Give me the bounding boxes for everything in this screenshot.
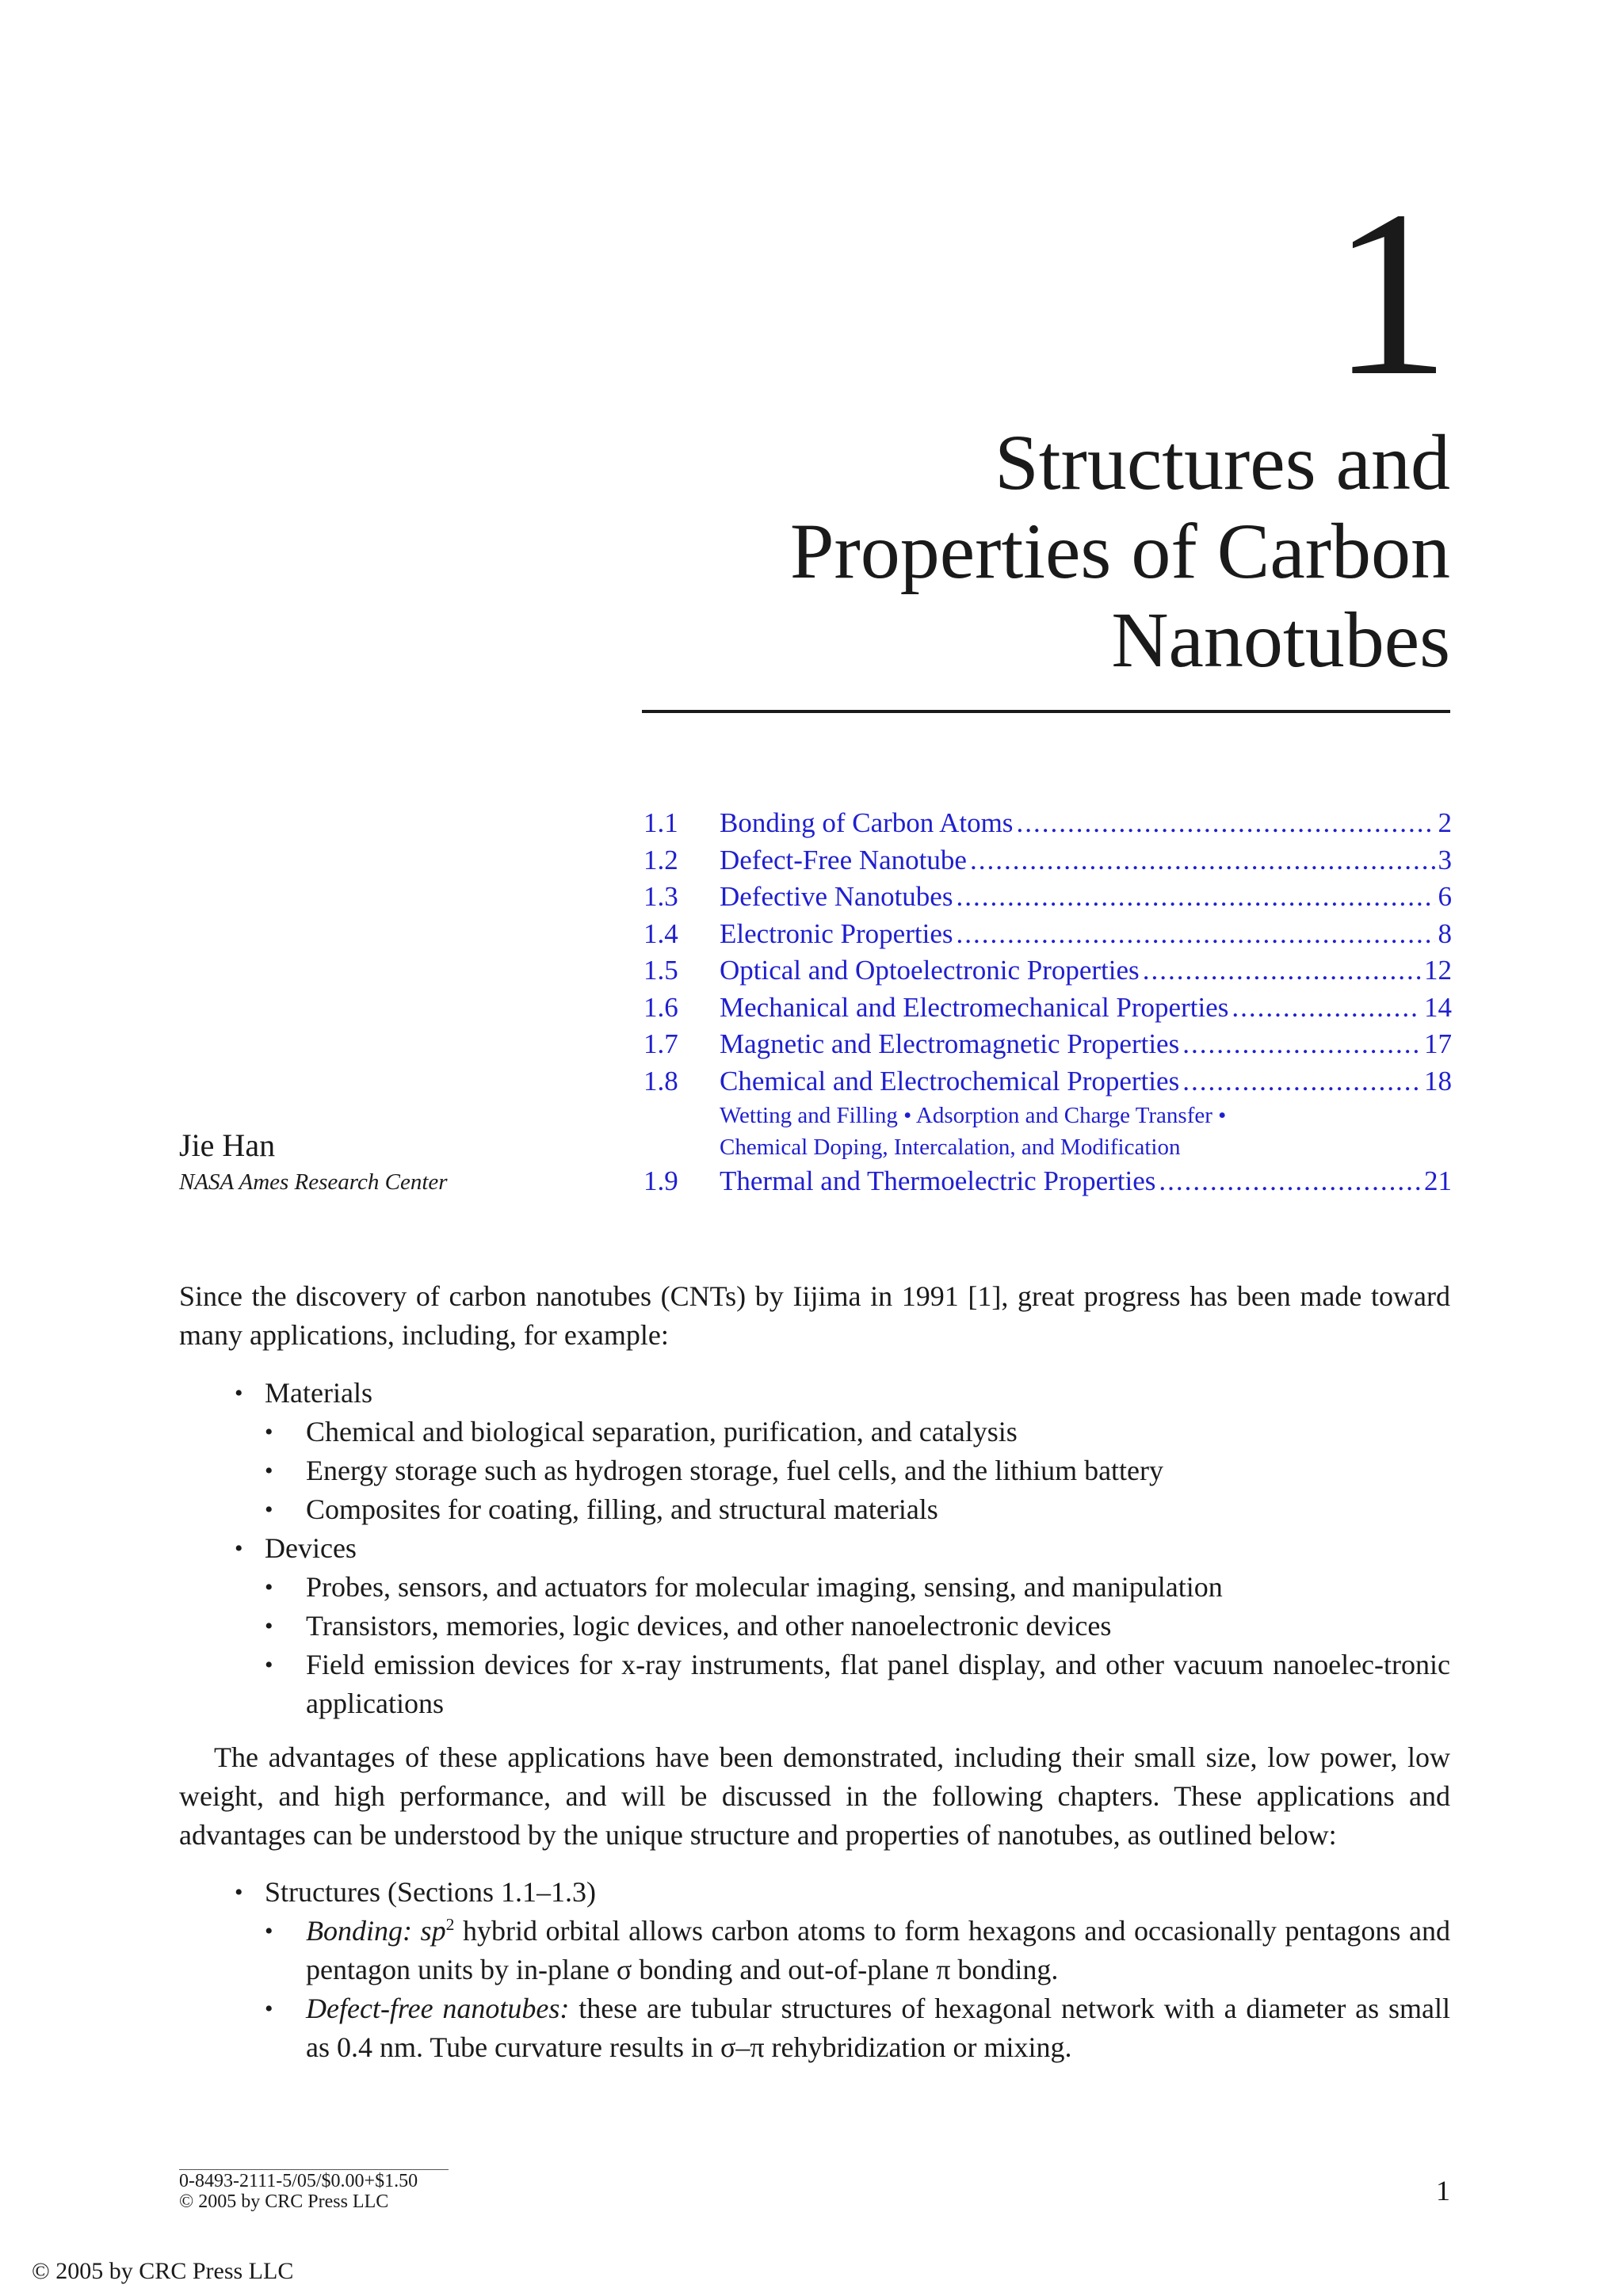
defect-free-text: these are tubular structures of hexagonal network with a diameter as small as 0.4 nm. Tube curvature results in σ–π rehybridization or mixing.: [306, 1993, 1450, 2063]
toc-entry-1-6[interactable]: [643, 990, 1452, 1027]
toc-title: Chemical and Electrochemical Properties: [720, 1065, 1180, 1097]
list-item-devices: • Devices: [235, 1529, 1450, 1568]
term-bonding: Bonding: sp: [306, 1915, 446, 1947]
intro-paragraph: Since the discovery of carbon nanotubes (CNTs) by Iijima in 1991 [1], great progress has been made toward many applications, including, for example:: [179, 1280, 1450, 1351]
toc-title: Thermal and Thermoelectric Properties: [720, 1165, 1156, 1196]
footer-copyright: © 2005 by CRC Press LLC: [179, 2191, 389, 2212]
toc-number: 1.2: [643, 844, 678, 875]
title-divider: [642, 710, 1450, 713]
toc-page: 8: [1438, 917, 1452, 949]
table-of-contents: [643, 805, 1452, 1200]
toc-number: 1.7: [643, 1028, 678, 1059]
toc-leader: [1182, 1063, 1421, 1100]
toc-entry-1-3[interactable]: [643, 879, 1452, 916]
toc-title: Mechanical and Electromechanical Properties: [720, 991, 1229, 1023]
toc-entry-1-2[interactable]: [643, 842, 1452, 879]
author-name: Jie Han: [179, 1127, 276, 1163]
toc-page: 12: [1424, 955, 1452, 986]
list-item-materials: • Materials: [235, 1374, 1450, 1413]
toc-leader: [1159, 1163, 1421, 1200]
toc-entry-1-5[interactable]: [643, 952, 1452, 990]
toc-title: Bonding of Carbon Atoms: [720, 807, 1014, 838]
applications-list: [235, 1374, 1450, 1723]
toc-entry-1-9[interactable]: [643, 1163, 1452, 1200]
toc-number: 1.6: [643, 991, 678, 1023]
list-item-bonding: [235, 1912, 1450, 1989]
list-item: • Transistors, memories, logic devices, and other nanoelectronic devices: [235, 1607, 1450, 1646]
list-item: • Probes, sensors, and actuators for molecular imaging, sensing, and manipulation: [235, 1568, 1450, 1607]
toc-leader: [1232, 990, 1421, 1027]
toc-page: 18: [1424, 1065, 1452, 1097]
toc-page: 6: [1438, 881, 1452, 912]
toc-entry-1-1[interactable]: [643, 805, 1452, 842]
bonding-text: hybrid orbital allows carbon atoms to form hexagons and occasionally pentagons and pentagon units by in-plane σ bonding and out-of-plane π bonding.: [306, 1915, 1450, 1985]
toc-entry-1-7[interactable]: [643, 1026, 1452, 1063]
toc-leader: [1143, 952, 1421, 990]
term-defect-free: Defect-free nanotubes:: [306, 1993, 570, 2024]
toc-page: 14: [1424, 991, 1452, 1023]
toc-page: 2: [1438, 807, 1452, 838]
page-number: 1: [1436, 2175, 1450, 2206]
toc-entry-1-4[interactable]: [643, 916, 1452, 953]
toc-page: 21: [1424, 1165, 1452, 1196]
toc-number: 1.8: [643, 1065, 678, 1097]
toc-number: 1.5: [643, 955, 678, 986]
chapter-title-line: Properties of Carbon: [789, 507, 1450, 595]
toc-title: Defect-Free Nanotube: [720, 844, 967, 875]
toc-subentry-line: Wetting and Filling • Adsorption and Charge Transfer •: [720, 1103, 1227, 1128]
chapter-number: 1: [1331, 162, 1450, 425]
list-item-structures: • Structures (Sections 1.1–1.3): [235, 1873, 1450, 1912]
toc-subentry-line: Chemical Doping, Intercalation, and Modification: [720, 1135, 1181, 1160]
toc-title: Magnetic and Electromagnetic Properties: [720, 1028, 1180, 1059]
toc-number: 1.3: [643, 881, 678, 912]
footer-isbn: 0-8493-2111-5/05/$0.00+$1.50: [179, 2171, 418, 2191]
toc-leader: [956, 916, 1434, 953]
toc-leader: [970, 842, 1435, 879]
toc-number: 1.4: [643, 917, 678, 949]
advantages-paragraph: The advantages of these applications have been demonstrated, including their small size, low power, low weight, and high performance, and will be discussed in the following chapters. These applications and advantages can be understood by the unique structure and properties of nanotubes, as outlined below:: [179, 1741, 1450, 1851]
list-item: • Composites for coating, filling, and structural materials: [235, 1490, 1450, 1529]
footer-divider: [179, 2169, 449, 2170]
toc-page: 17: [1424, 1028, 1452, 1059]
toc-page: 3: [1438, 844, 1452, 875]
toc-leader: [956, 879, 1434, 916]
list-item-defect-free: [235, 1989, 1450, 2067]
list-item: • Field emission devices for x-ray instruments, flat panel display, and other vacuum nanoelec-tronic applications: [235, 1646, 1450, 1723]
toc-leader: [1182, 1026, 1421, 1063]
toc-title: Electronic Properties: [720, 917, 953, 949]
chapter-title: [658, 418, 1450, 685]
toc-title: Defective Nanotubes: [720, 881, 953, 912]
list-item: • Chemical and biological separation, purification, and catalysis: [235, 1413, 1450, 1451]
chapter-title-line: Structures and: [995, 418, 1450, 506]
toc-number: 1.9: [643, 1165, 678, 1196]
properties-list: [235, 1873, 1450, 2067]
author-affiliation: NASA Ames Research Center: [179, 1169, 448, 1195]
toc-entry-1-8[interactable]: [643, 1063, 1452, 1100]
toc-number: 1.1: [643, 807, 678, 838]
superscript: 2: [445, 1915, 455, 1934]
toc-title: Optical and Optoelectronic Properties: [720, 955, 1140, 986]
toc-leader: [1016, 805, 1434, 842]
bottom-copyright: © 2005 by CRC Press LLC: [32, 2258, 294, 2284]
chapter-title-line: Nanotubes: [1111, 596, 1450, 684]
toc-subentries-1-8[interactable]: [720, 1100, 1452, 1163]
list-item: • Energy storage such as hydrogen storage, fuel cells, and the lithium battery: [235, 1451, 1450, 1490]
